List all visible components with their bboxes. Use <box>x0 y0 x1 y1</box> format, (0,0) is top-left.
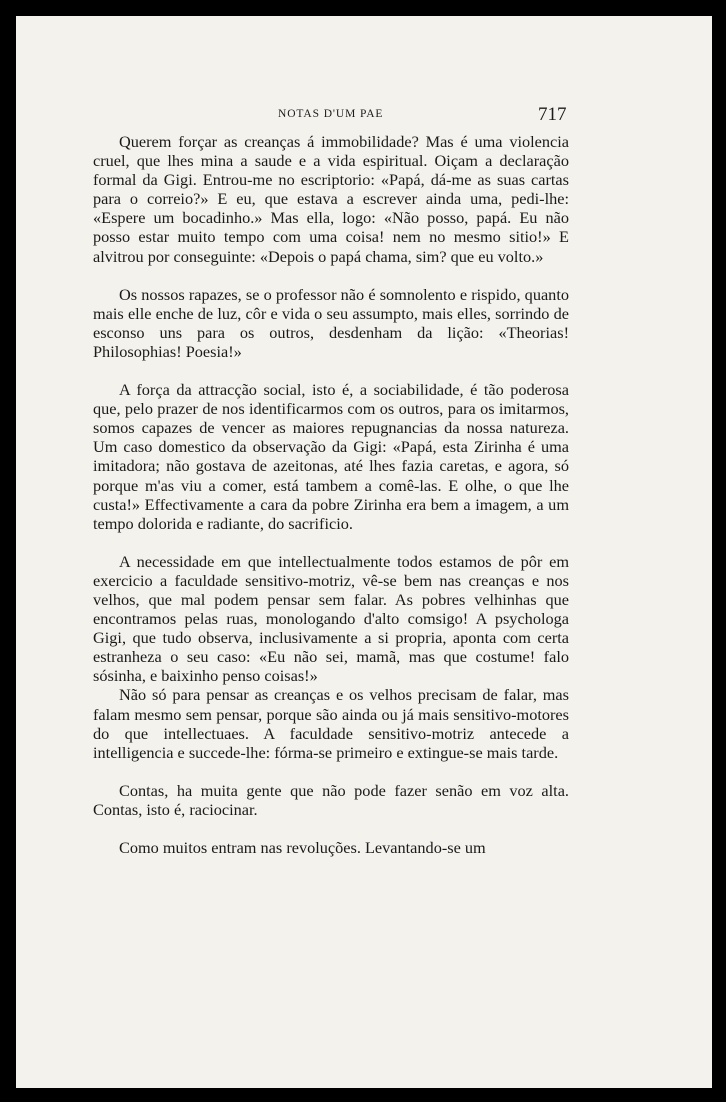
paragraph-immobility: Querem forçar as creanças á immobilidade? Mas é uma violencia cruel, que lhes mina a saude e a vida espiritual. Oiçam a declaração formal da Gigi. Entrou-me no escriptorio: «Papá, dá-me as suas cartas para o correio?» E eu, que estava a escrever ainda uma, pedi-lhe: «Espere um bocadinho.» Mas ella, logo: «Não posso, papá. Eu não posso estar muito tempo com uma coisa! nem no mesmo sitio!» E alvitrou por conseguinte: «Depois o papá chama, sim? que eu volto.» <box>93 132 569 266</box>
paragraph-sociability: A força da attracção social, isto é, a sociabilidade, é tão poderosa que, pelo prazer de nos identificarmos com os outros, para os imitarmos, somos capazes de vencer as maiores repugnancias da nossa natureza. Um caso domestico da observação da Gigi: «Papá, esta Zirinha é uma imitadora; não gostava de azeitonas, até lhes fazia caretas, e agora, só porque m'as viu a comer, está tambem a comê-las. E olhe, o que lhe custa!» Effectivamente a cara da pobre Zirinha era bem a imagem, a um tempo dolorida e radiante, do sacrificio. <box>93 380 569 533</box>
paragraph-revolutions: Como muitos entram nas revoluções. Levantando-se um <box>119 838 486 857</box>
book-page <box>16 16 712 1088</box>
body-text <box>93 132 569 857</box>
page-number: 717 <box>538 104 567 125</box>
paragraph-counting: Contas, ha muita gente que não pode fazer senão em voz alta. Contas, isto é, raciocinar. <box>93 780 569 819</box>
paragraph-boys-teacher: Os nossos rapazes, se o professor não é somnolento e rispido, quanto mais elle enche de luz, côr e vida o seu assumpto, mais elles, sorrindo de esconso uns para os outros, desdenham da lição: «Theorias! Philosophias! Poesia!» <box>93 284 569 361</box>
running-title: NOTAS D'UM PAE <box>278 108 384 120</box>
paragraph-children-elderly: Não só para pensar as creanças e os velhos precisam de falar, mas falam mesmo sem pensar, porque são ainda ou já mais sensitivo-motores do que intellectuaes. A faculdade sensitivo-motriz antecede a intelligencia e succede-lhe: fórma-se primeiro e extingue-se mais tarde. <box>93 685 569 762</box>
paragraph-sensory-motor: A necessidade em que intellectualmente todos estamos de pôr em exercicio a faculdade sensitivo-motriz, vê-se bem nas creanças e nos velhos, que mal podem pensar sem falar. As pobres velhinhas que encontramos pelas ruas, monologando d'alto comsigo! A psychologa Gigi, que tudo observa, inclusivamente a si propria, aponta com certa estranheza o seu caso: «Eu não sei, mamã, mas que costume! falo sósinha, e baixinho penso coisas!» <box>93 551 569 686</box>
